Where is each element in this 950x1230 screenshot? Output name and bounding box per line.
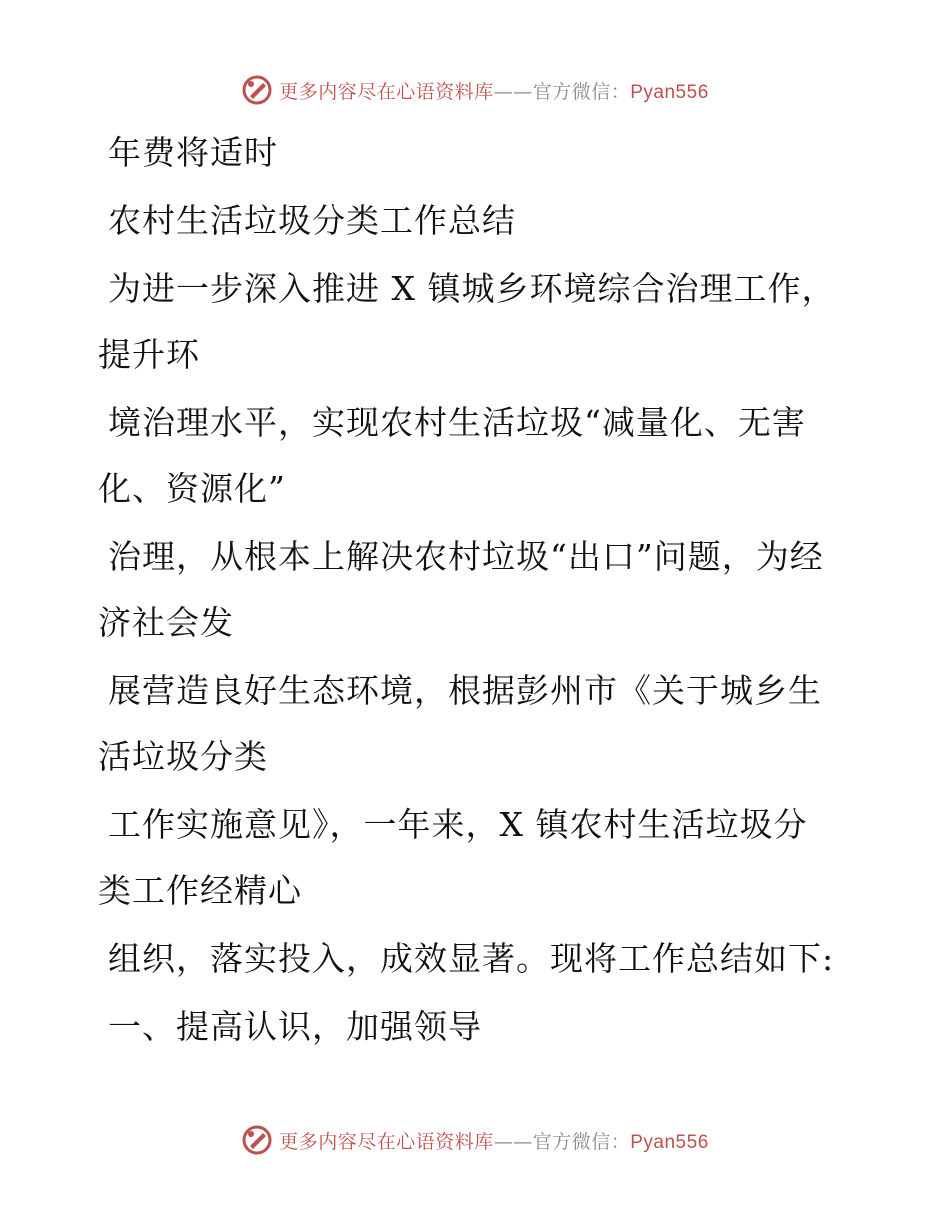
document-title: 农村生活垃圾分类工作总结 (108, 201, 516, 240)
text-paragraph: 组织，落实投入，成效显著。现将工作总结如下: (108, 939, 835, 978)
text-line: 年费将适时 (108, 133, 278, 172)
brand-logo-icon (241, 1124, 273, 1156)
text-paragraph: 工作实施意见》，一年来，X 镇农村生活垃圾分类工作经精心 (98, 805, 808, 910)
watermark-separator: —— (493, 80, 533, 103)
watermark-main: 更多内容尽在心语资料库 (279, 1130, 494, 1153)
watermark-text (279, 1127, 709, 1154)
header-watermark (0, 70, 950, 110)
document-body (98, 120, 838, 1062)
watermark-separator: —— (493, 1130, 533, 1153)
text-paragraph: 为进一步深入推进 X 镇城乡环境综合治理工作，提升环 (98, 269, 836, 374)
text-paragraph: 境治理水平，实现农村生活垃圾“减量化、无害化、资源化” (98, 403, 806, 508)
watermark-id: Pyan556 (630, 81, 709, 103)
text-paragraph: 展营造良好生态环境，根据彭州市《关于城乡生活垃圾分类 (98, 671, 822, 776)
watermark-label: 官方微信： (532, 80, 631, 103)
watermark-text (279, 77, 709, 104)
footer-watermark (0, 1120, 950, 1160)
watermark-id: Pyan556 (630, 1131, 709, 1153)
watermark-label: 官方微信： (532, 1130, 631, 1153)
text-paragraph: 治理，从根本上解决农村垃圾“出口”问题，为经济社会发 (98, 537, 824, 642)
brand-logo-icon (241, 74, 273, 106)
section-heading: 一、提高认识，加强领导 (108, 1007, 482, 1046)
watermark-main: 更多内容尽在心语资料库 (279, 80, 494, 103)
